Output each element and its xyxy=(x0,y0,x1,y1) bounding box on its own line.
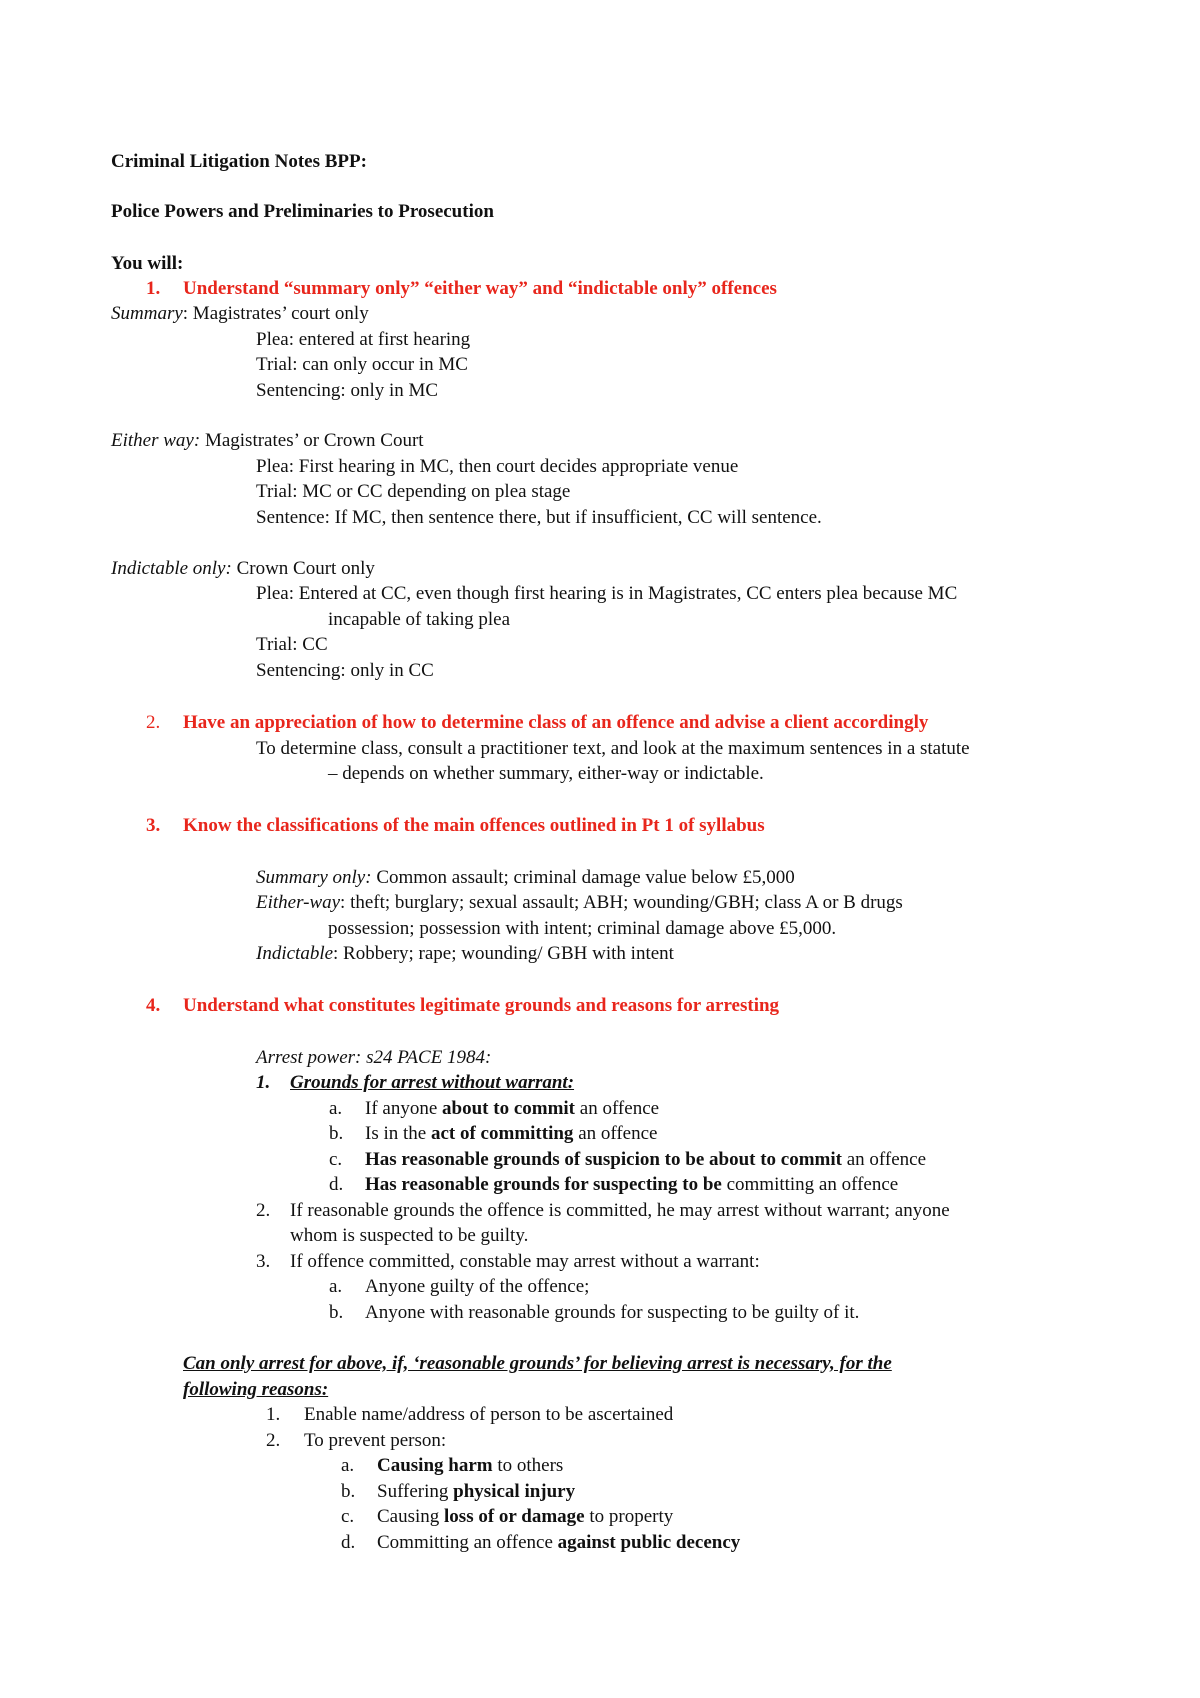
grounds-1b-bold: act of committing xyxy=(430,1123,574,1144)
grounds-1b-text: Is in the xyxy=(365,1123,431,1144)
class-indictable-text: : Robbery; rape; wounding/ GBH with intent xyxy=(333,943,674,964)
reason-2b-bold: physical injury xyxy=(453,1481,576,1502)
either-way-line xyxy=(111,429,424,453)
grounds-3a-text: Anyone guilty of the offence; xyxy=(365,1276,590,1297)
objective-2-text-cont: – depends on whether summary, either-way or indictable. xyxy=(328,763,764,784)
grounds-1-number: 1. xyxy=(256,1072,271,1093)
objective-1-title: Understand “summary only” “either way” and “indictable only” offences xyxy=(183,278,777,299)
grounds-1b-tail: an offence xyxy=(573,1123,658,1144)
grounds-3-text: If offence committed, constable may arrest without a warrant: xyxy=(290,1251,760,1272)
grounds-1c-bold: Has reasonable grounds of suspicion to be about to commit xyxy=(365,1149,842,1170)
grounds-1c-tail: an offence xyxy=(842,1149,927,1170)
class-summary-text: Common assault; criminal damage value below £5,000 xyxy=(371,867,795,888)
grounds-1d-bold: Has reasonable grounds for suspecting to be xyxy=(365,1174,722,1195)
class-summary-line xyxy=(256,866,795,890)
you-will-label: You will: xyxy=(111,253,184,274)
class-indictable-label: Indictable xyxy=(256,943,334,964)
doc-title: Criminal Litigation Notes BPP: xyxy=(111,151,367,172)
reason-2d-text: Committing an offence xyxy=(377,1532,558,1553)
indictable-text: Crown Court only xyxy=(231,558,375,579)
summary-line xyxy=(111,302,369,326)
reason-2d-bold: against public decency xyxy=(557,1532,741,1553)
reasons-heading: Can only arrest for above, if, ‘reasonable grounds’ for believing arrest is necessary, for the xyxy=(183,1353,892,1374)
grounds-2-text-cont: whom is suspected to be guilty. xyxy=(290,1225,529,1246)
arrest-power: Arrest power: s24 PACE 1984: xyxy=(256,1047,492,1068)
objective-4-number: 4. xyxy=(146,995,161,1016)
reason-2a xyxy=(377,1454,563,1478)
reason-2b xyxy=(377,1480,575,1504)
reason-2-number: 2. xyxy=(266,1430,281,1451)
grounds-1c-marker: c. xyxy=(329,1149,343,1170)
either-way-sentence: Sentence: If MC, then sentence there, but if insufficient, CC will sentence. xyxy=(256,507,822,528)
class-either-text: : theft; burglary; sexual assault; ABH; wounding/GBH; class A or B drugs xyxy=(340,892,903,913)
reason-2a-marker: a. xyxy=(341,1455,355,1476)
indictable-sentencing: Sentencing: only in CC xyxy=(256,660,434,681)
reason-2a-bold: Causing harm xyxy=(377,1455,493,1476)
grounds-1a xyxy=(365,1097,659,1121)
objective-3-title: Know the classifications of the main offences outlined in Pt 1 of syllabus xyxy=(183,815,765,836)
summary-trial: Trial: can only occur in MC xyxy=(256,354,468,375)
reason-1-number: 1. xyxy=(266,1404,281,1425)
indictable-plea: Plea: Entered at CC, even though first hearing is in Magistrates, CC enters plea because MC xyxy=(256,583,958,604)
grounds-1a-marker: a. xyxy=(329,1098,343,1119)
class-either-label: Either-way xyxy=(256,892,341,913)
grounds-2-number: 2. xyxy=(256,1200,271,1221)
objective-2-title: Have an appreciation of how to determine class of an offence and advise a client accordingly xyxy=(183,712,929,733)
either-way-label: Either way: xyxy=(111,430,201,451)
reason-2d xyxy=(377,1531,740,1555)
reason-2-text: To prevent person: xyxy=(304,1430,447,1451)
class-either-line xyxy=(256,891,903,915)
grounds-1a-text: If anyone xyxy=(365,1098,443,1119)
indictable-trial: Trial: CC xyxy=(256,634,328,655)
reason-2a-tail: to others xyxy=(492,1455,564,1476)
grounds-3b-text: Anyone with reasonable grounds for suspecting to be guilty of it. xyxy=(365,1302,860,1323)
grounds-1c xyxy=(365,1148,926,1172)
class-indictable-line xyxy=(256,942,674,966)
class-either-cont: possession; possession with intent; criminal damage above £5,000. xyxy=(328,918,837,939)
reason-2b-text: Suffering xyxy=(377,1481,454,1502)
reason-2c xyxy=(377,1505,673,1529)
either-way-trial: Trial: MC or CC depending on plea stage xyxy=(256,481,571,502)
grounds-1a-bold: about to commit xyxy=(442,1098,576,1119)
grounds-1-title: Grounds for arrest without warrant: xyxy=(290,1072,575,1093)
grounds-1b xyxy=(365,1122,657,1146)
summary-plea: Plea: entered at first hearing xyxy=(256,329,471,350)
summary-sentencing: Sentencing: only in MC xyxy=(256,380,439,401)
grounds-1d-marker: d. xyxy=(329,1174,344,1195)
grounds-3b-marker: b. xyxy=(329,1302,344,1323)
grounds-1d-tail: committing an offence xyxy=(721,1174,899,1195)
objective-4-title: Understand what constitutes legitimate grounds and reasons for arresting xyxy=(183,995,780,1016)
summary-text: : Magistrates’ court only xyxy=(182,303,369,324)
reason-2c-bold: loss of or damage xyxy=(444,1506,585,1527)
either-way-text: Magistrates’ or Crown Court xyxy=(200,430,424,451)
reason-2c-tail: to property xyxy=(584,1506,674,1527)
grounds-1a-tail: an offence xyxy=(575,1098,660,1119)
class-summary-label: Summary only: xyxy=(256,867,372,888)
either-way-plea: Plea: First hearing in MC, then court decides appropriate venue xyxy=(256,456,739,477)
grounds-3a-marker: a. xyxy=(329,1276,343,1297)
section-heading: Police Powers and Preliminaries to Prosecution xyxy=(111,201,494,222)
indictable-label: Indictable only: xyxy=(111,558,232,579)
reason-2b-marker: b. xyxy=(341,1481,356,1502)
grounds-1b-marker: b. xyxy=(329,1123,344,1144)
reason-2c-marker: c. xyxy=(341,1506,355,1527)
grounds-1d xyxy=(365,1173,898,1197)
reason-1-text: Enable name/address of person to be ascertained xyxy=(304,1404,674,1425)
grounds-2-text: If reasonable grounds the offence is committed, he may arrest without warrant; anyone xyxy=(290,1200,950,1221)
indictable-plea-cont: incapable of taking plea xyxy=(328,609,511,630)
reason-2d-marker: d. xyxy=(341,1532,356,1553)
reasons-heading-cont: following reasons: xyxy=(183,1379,329,1400)
objective-3-number: 3. xyxy=(146,815,161,836)
objective-1-number: 1. xyxy=(146,278,161,299)
summary-label: Summary xyxy=(111,303,183,324)
reason-2c-text: Causing xyxy=(377,1506,445,1527)
objective-2-number: 2. xyxy=(146,712,161,733)
grounds-3-number: 3. xyxy=(256,1251,271,1272)
indictable-line xyxy=(111,557,375,581)
objective-2-text: To determine class, consult a practitioner text, and look at the maximum sentences in a statute xyxy=(256,738,970,759)
